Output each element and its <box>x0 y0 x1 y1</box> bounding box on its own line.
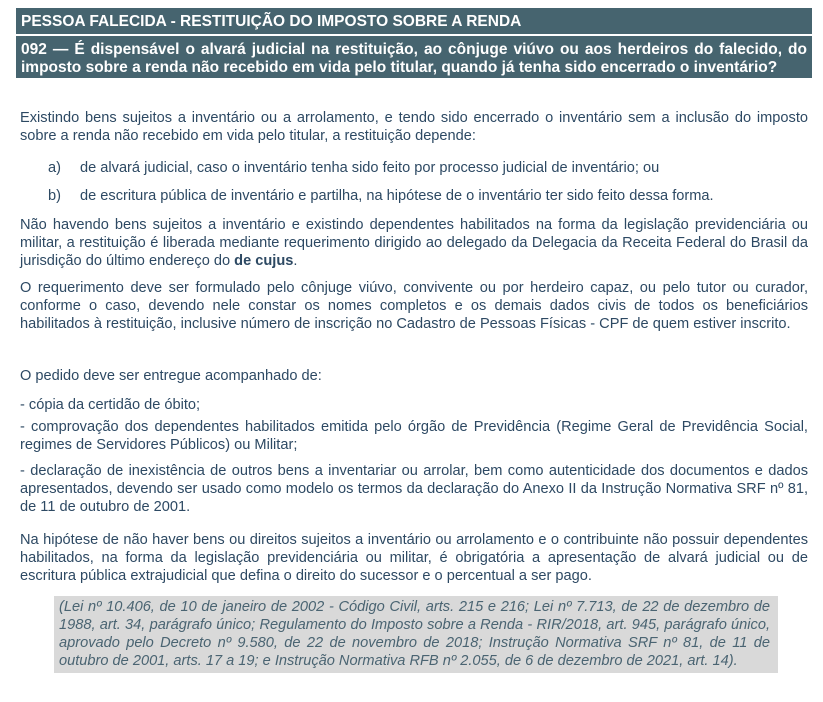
question-text: 092 — É dispensável o alvará judicial na restituição, ao cônjuge viúvo ou aos herdeiros do falecido, do imposto sobre a renda não recebido em vida pelo titular, quando já tenha sido encerrado o inventário? <box>21 41 807 76</box>
paragraph-dependentes-end: . <box>293 253 298 269</box>
list-item-a <box>48 159 808 177</box>
dash-item-declaracao: - declaração de inexistência de outros bens a inventariar ou arrolar, bem como autenticidade dos documentos e dados apresentados, devendo ser usado como modelo os termos da declaração do Anexo II da Instrução Normativa SRF nº 81, de 11 de outubro de 2001. <box>20 463 808 515</box>
de-cujus-term: de cujus <box>234 253 294 269</box>
paragraph-dependentes <box>20 216 808 270</box>
list-item-a-text: de alvará judicial, caso o inventário tenha sido feito por processo judicial de inventário; ou <box>80 160 660 176</box>
paragraph-intro: Existindo bens sujeitos a inventário ou a arrolamento, e tendo sido encerrado o inventário sem a inclusão do imposto sobre a renda não recebido em vida pelo titular, a restituição depende: <box>20 110 808 144</box>
paragraph-hipotese: Na hipótese de não haver bens ou direitos sujeitos a inventário ou arrolamento e o contribuinte não possuir dependentes habilitados, na forma da legislação previdenciária ou militar, é obrigatória a apresentação de alvará judicial ou de escritura pública extrajudicial que defina o direito do sucessor e o percentual a ser pago. <box>20 532 808 584</box>
dash-item-comprovacao: - comprovação dos dependentes habilitados emitida pelo órgão de Previdência (Regime Geral de Previdência Social, regimes de Servidores Públicos) ou Militar; <box>20 419 808 453</box>
list-item-b <box>48 187 808 205</box>
paragraph-requerimento: O requerimento deve ser formulado pelo cônjuge viúvo, convivente ou por herdeiro capaz, ou pelo tutor ou curador, conforme o caso, devendo nele constar os nomes completos e os demais dados civis de todos os beneficiários habilitados à restituição, inclusive número de inscrição no Cadastro de Pessoas Físicas - CPF de quem estiver inscrito. <box>20 280 808 332</box>
dash-item-certidao: - cópia da certidão de óbito; <box>20 397 201 413</box>
list-item-a-label: a) <box>48 160 61 176</box>
paragraph-pedido: O pedido deve ser entregue acompanhado de: <box>20 368 322 384</box>
list-item-b-label: b) <box>48 188 61 204</box>
section-title: PESSOA FALECIDA - RESTITUIÇÃO DO IMPOSTO SOBRE A RENDA <box>16 8 812 36</box>
legal-reference-box: (Lei nº 10.406, de 10 de janeiro de 2002 - Código Civil, arts. 215 e 216; Lei nº 7.713, de 22 de dezembro de 1988, art. 34, parágrafo único; Regulamento do Imposto sobre a Renda - RIR/2018, art. 945, parágrafo único, aprovado pelo Decreto nº 9.580, de 22 de novembro de 2018; Instrução Normativa SRF nº 81, de 11 de outubro de 2001, arts. 17 a 19; e Instrução Normativa RFB nº 2.055, de 6 de dezembro de 2021, art. 14). <box>54 596 778 673</box>
paragraph-dependentes-text: Não havendo bens sujeitos a inventário e existindo dependentes habilitados na forma da legislação previdenciária ou militar, a restituição é liberada mediante requerimento dirigido ao delegado da Delegacia da Receita Federal do Brasil da jurisdição do último endereço do <box>20 217 808 269</box>
question-banner <box>16 8 812 78</box>
list-item-b-text: de escritura pública de inventário e partilha, na hipótese de o inventário ter sido feito dessa forma. <box>80 188 714 204</box>
